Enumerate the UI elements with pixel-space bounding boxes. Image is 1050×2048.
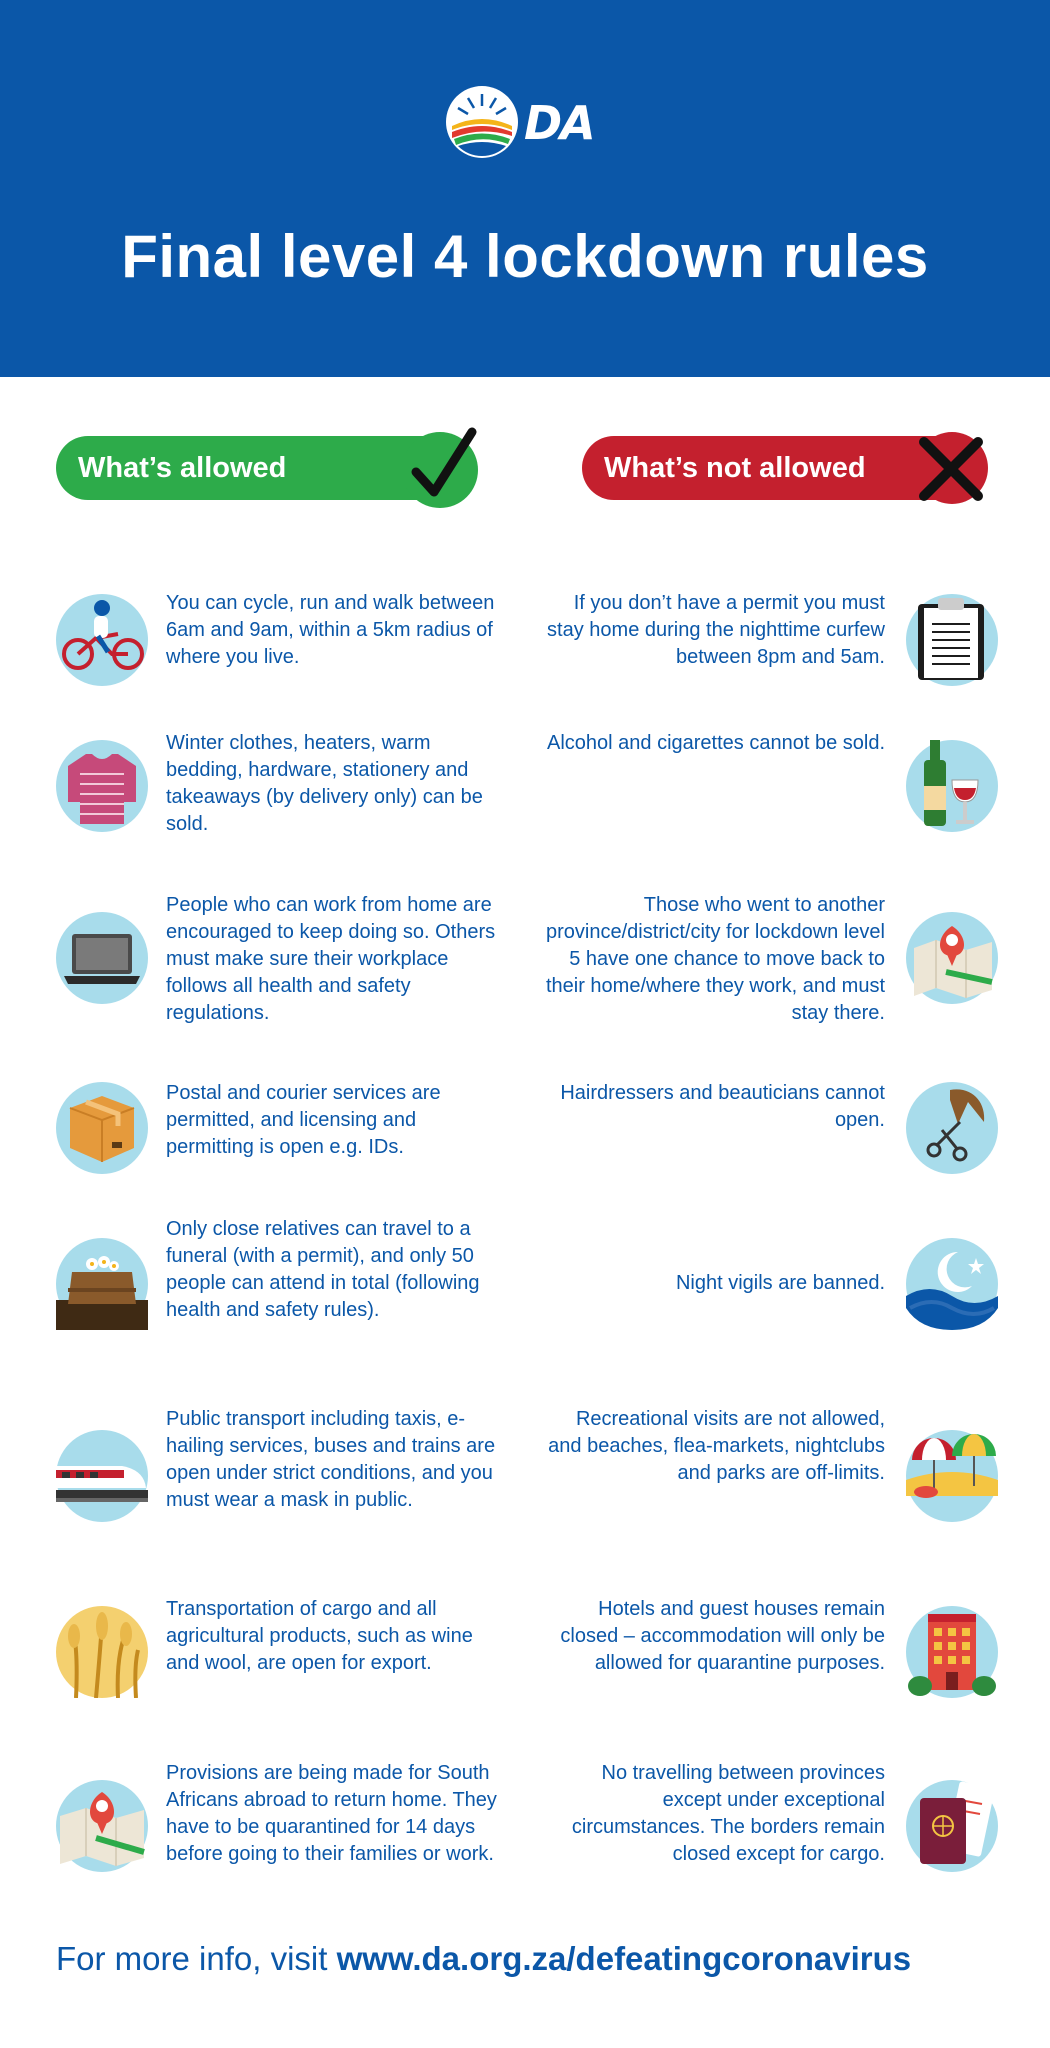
- allowed-item-text: Winter clothes, heaters, warm bedding, hardware, stationery and takeaways (by delivery only) can be sold.: [166, 732, 483, 835]
- beach-umbrella-icon: [906, 1430, 998, 1522]
- passport-icon: [906, 1780, 998, 1872]
- not-allowed-item-text: Hotels and guest houses remain closed – accommodation will only be allowed for quarantine purposes.: [560, 1598, 885, 1674]
- allowed-item-text: People who can work from home are encouraged to keep doing so. Others must make sure their workplace follows all health and safety regulations.: [166, 894, 496, 1024]
- wine-bottle-icon: [906, 740, 998, 832]
- not-allowed-item-text: Night vigils are banned.: [675, 1272, 885, 1294]
- header-banner: [0, 0, 1050, 377]
- not-allowed-item-text: Alcohol and cigarettes cannot be sold.: [547, 732, 885, 754]
- laptop-icon: [56, 912, 148, 1004]
- not-allowed-item-text: Recreational visits are not allowed, and beaches, flea-markets, nightclubs and parks are off-limits.: [548, 1408, 885, 1484]
- clipboard-icon: [906, 594, 998, 686]
- not-allowed-item-text: Hairdressers and beauticians cannot open.: [560, 1082, 885, 1131]
- cross-icon: [900, 426, 990, 510]
- allowed-item-text: Public transport including taxis, e-hailing services, buses and trains are open under strict conditions, and you must wear a mask in public.: [166, 1408, 496, 1511]
- map-pin-icon: [906, 912, 998, 1004]
- map-pin-icon: [56, 1780, 148, 1872]
- footer-link[interactable]: www.da.org.za/defeatingcoronavirus: [336, 1940, 912, 1977]
- sweater-icon: [56, 740, 148, 832]
- train-icon: [56, 1430, 148, 1522]
- parcel-icon: [56, 1082, 148, 1174]
- allowed-item-text: Provisions are being made for South Africans abroad to return home. They have to be quarantined for 14 days before going to their families or work.: [166, 1762, 497, 1865]
- wheat-icon: [56, 1606, 148, 1698]
- not-allowed-item-text: Those who went to another province/district/city for lockdown level 5 have one chance to move back to their home/where they work, and must stay there.: [545, 894, 885, 1024]
- allowed-header: [56, 436, 460, 500]
- checkmark-icon: [406, 426, 482, 510]
- sun-logo-icon: [444, 84, 520, 160]
- not-allowed-item-text: No travelling between provinces except under exceptional circumstances. The borders remain closed except for cargo.: [571, 1762, 885, 1865]
- allowed-item-text: Only close relatives can travel to a funeral (with a permit), and only 50 people can attend in total (following health and safety rules).: [166, 1218, 480, 1321]
- allowed-header-label: What’s allowed: [78, 452, 287, 484]
- da-logo: [444, 84, 606, 160]
- cyclist-icon: [56, 594, 148, 686]
- footer-info: [56, 1940, 1016, 1978]
- moon-icon: [906, 1238, 998, 1330]
- allowed-item-text: You can cycle, run and walk between 6am and 9am, within a 5km radius of where you live.: [166, 592, 495, 668]
- allowed-item-text: Transportation of cargo and all agricultural products, such as wine and wool, are open for export.: [166, 1598, 473, 1674]
- coffin-icon: [56, 1238, 148, 1330]
- logo-text: DA: [524, 96, 594, 150]
- hotel-icon: [906, 1606, 998, 1698]
- not-allowed-header: [582, 436, 986, 500]
- page-title: Final level 4 lockdown rules: [121, 223, 929, 290]
- not-allowed-item-text: If you don’t have a permit you must stay home during the nighttime curfew between 8pm and 5am.: [547, 592, 885, 668]
- footer-prefix: For more info, visit: [56, 1940, 337, 1977]
- not-allowed-header-label: What’s not allowed: [604, 452, 866, 484]
- scissors-icon: [906, 1082, 998, 1174]
- allowed-item-text: Postal and courier services are permitted, and licensing and permitting is open e.g. IDs.: [166, 1082, 441, 1158]
